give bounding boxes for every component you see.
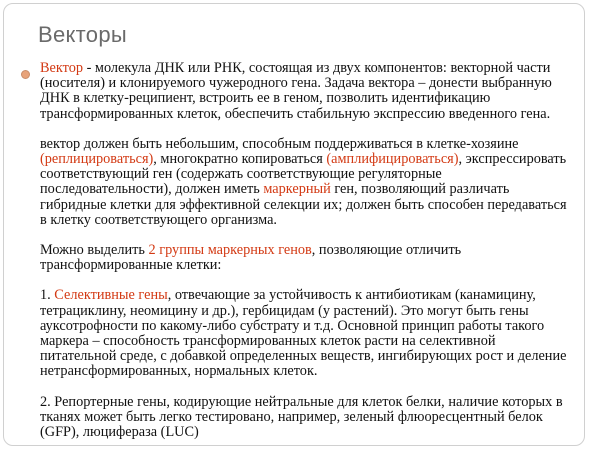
vector-definition-text: - молекула ДНК или РНК, состоящая из двух компонентов: векторной части (носителя) и клонируемого чужеродного гена. Задача вектора – донести выбранную ДНК в клетку-реципиент, встроить ее в геном, позволить идентификацию трансформированных клеток, обеспечить стабильную экспрессию введенного гена. (40, 60, 552, 122)
slide-title: Векторы (38, 22, 127, 47)
paragraph-vector-requirements (40, 137, 570, 228)
marker-groups-text-2: , позволяющие отличить трансформированные клетки: (40, 242, 462, 274)
paragraph-marker-groups (40, 243, 570, 273)
highlight-marker: маркерный (263, 181, 331, 198)
paragraph-reporter-genes (40, 395, 570, 441)
requirements-text-2: , многократно копироваться (153, 151, 327, 168)
highlight-replicate: (реплицироваться) (40, 151, 154, 168)
slide (3, 3, 585, 446)
item-number-1: 1. (40, 287, 55, 304)
paragraph-vector-definition (40, 61, 570, 122)
highlight-selective-genes: Селективные гены (54, 287, 168, 304)
paragraph-selective-genes (40, 288, 570, 379)
requirements-text-1: вектор должен быть небольшим, способным поддерживаться в клетке-хозяине (40, 135, 519, 152)
bullet-icon (21, 70, 30, 79)
marker-groups-text-1: Можно выделить (40, 242, 149, 259)
item-number-2: 2. (40, 393, 51, 410)
reporter-genes-text: Репортерные гены, кодирующие нейтральные для клеток белки, наличие которых в тканях может быть легко тестировано, например, зеленый флюоресцентный белок (GFP), люцифераза (LUC) (40, 393, 563, 441)
highlight-amplify: (амплифицироваться) (326, 151, 459, 168)
highlight-marker-groups: 2 группы маркерных генов (148, 242, 312, 259)
requirements-text-4: ген, позволяющий различать гибридные клетки для эффективной селекции их; должен быть способен передаваться в клетку соответствующего организма. (40, 181, 567, 228)
requirements-text-3: , экспрессировать соответствующий ген (содержать соответствующие регуляторные последовательности), должен иметь (40, 151, 567, 198)
term-vector: Вектор (40, 60, 83, 76)
slide-body (40, 61, 570, 440)
selective-genes-text: , отвечающие за устойчивость к антибиотикам (канамицину, тетрациклину, неомицину и др.), гербицидам (у растений). Это могут быть гены ауксотрофности по какому-либо субстрату и т.д. Основной принцип работы такого маркера – способность трансформированных клеток расти на селективной питательной среде, с добавкой определенных веществ, ингибирующих рост и деление нетрансформированных, нормальных клеток. (40, 287, 567, 380)
